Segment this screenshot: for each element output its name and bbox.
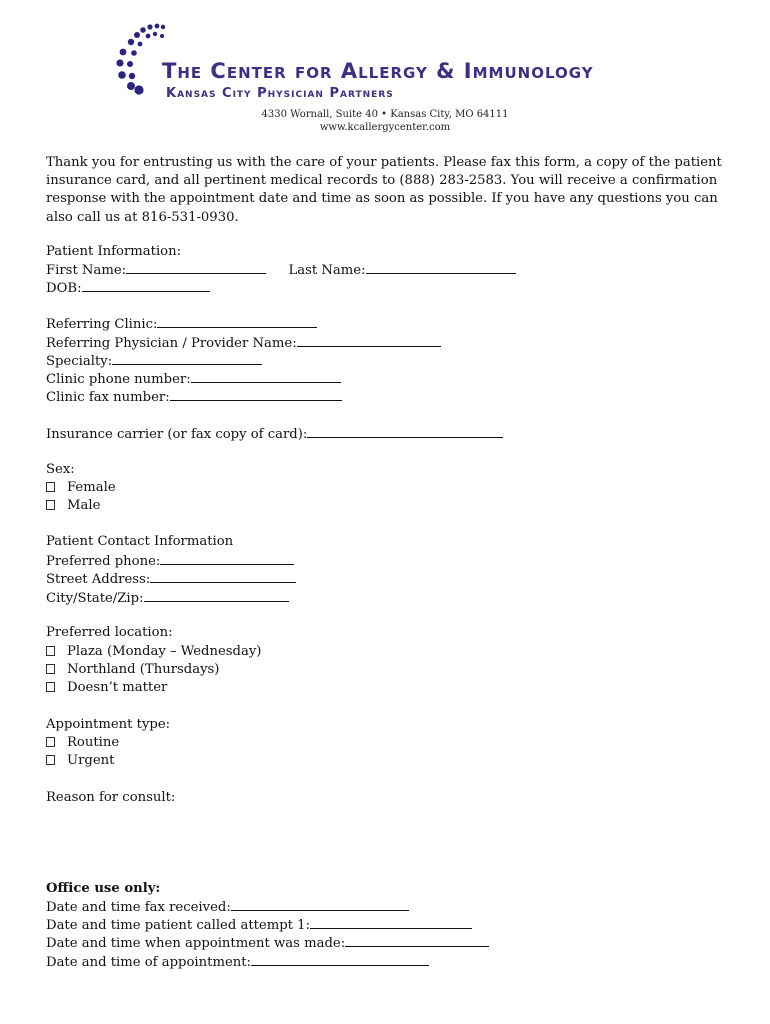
insurance-field[interactable] (307, 425, 503, 438)
preferred-phone-row (46, 552, 294, 571)
referring-physician-field[interactable] (297, 334, 441, 347)
dob-field[interactable] (82, 279, 210, 292)
referring-physician-label: Referring Physician / Provider Name: (46, 336, 297, 351)
referring-physician-row (46, 334, 441, 353)
appointment-made-label: Date and time when appointment was made: (46, 936, 346, 951)
plaza-label: Plaza (Monday – Wednesday) (67, 644, 262, 659)
fax-received-row (46, 898, 409, 917)
street-address-label: Street Address: (46, 572, 151, 587)
male-label: Male (67, 498, 101, 513)
male-checkbox[interactable] (46, 500, 55, 510)
city-state-zip-field[interactable] (144, 589, 289, 602)
female-label: Female (67, 480, 116, 495)
clinic-phone-field[interactable] (191, 370, 341, 383)
first-name-label: First Name: (46, 263, 127, 278)
patient-info-heading: Patient Information: (46, 244, 182, 259)
northland-checkbox[interactable] (46, 664, 55, 674)
city-state-zip-label: City/State/Zip: (46, 591, 144, 606)
preferred-phone-field[interactable] (160, 552, 294, 565)
contact-heading: Patient Contact Information (46, 534, 234, 549)
appointment-type-heading: Appointment type: (46, 717, 171, 732)
sex-option-male[interactable] (46, 497, 100, 515)
street-address-field[interactable] (150, 570, 296, 583)
dob-row (46, 279, 210, 298)
attempt-1-label: Date and time patient called attempt 1: (46, 918, 311, 933)
sex-option-female[interactable] (46, 479, 116, 497)
appointment-time-row (46, 953, 429, 972)
location-option-plaza[interactable] (46, 643, 261, 661)
clinic-fax-label: Clinic fax number: (46, 390, 170, 405)
northland-label: Northland (Thursdays) (67, 662, 220, 677)
appointment-option-routine[interactable] (46, 734, 119, 752)
insurance-label: Insurance carrier (or fax copy of card): (46, 427, 308, 442)
organization-logo (110, 22, 710, 102)
organization-subtitle: Kansas City Physician Partners (166, 86, 394, 101)
first-name-field[interactable] (126, 261, 266, 274)
fax-received-field[interactable] (231, 898, 409, 911)
insurance-row (46, 425, 503, 444)
appointment-time-field[interactable] (251, 953, 429, 966)
plaza-checkbox[interactable] (46, 646, 55, 656)
urgent-label: Urgent (67, 753, 115, 768)
urgent-checkbox[interactable] (46, 755, 55, 765)
last-name-field[interactable] (366, 261, 516, 274)
appointment-made-row (46, 934, 489, 953)
clinic-fax-row (46, 388, 342, 407)
routine-checkbox[interactable] (46, 737, 55, 747)
fax-received-label: Date and time fax received: (46, 900, 231, 915)
specialty-label: Specialty: (46, 354, 113, 369)
preferred-phone-label: Preferred phone: (46, 554, 161, 569)
location-heading: Preferred location: (46, 625, 173, 640)
intro-paragraph: Thank you for entrusting us with the care of your patients. Please fax this form, a copy of the patient insurance card, and all pertinent medical records to (888) 283-2583. You will receive a confirmation response with the appointment date and time as soon as possible. If you have any questions you can also call us at 816-531-0930. (46, 155, 722, 225)
last-name-label: Last Name: (288, 263, 366, 278)
appointment-option-urgent[interactable] (46, 752, 114, 770)
appointment-time-label: Date and time of appointment: (46, 955, 251, 970)
clinic-fax-field[interactable] (170, 388, 342, 401)
office-use-heading: Office use only: (46, 881, 161, 896)
reason-for-consult-label: Reason for consult: (46, 790, 176, 805)
location-option-any[interactable] (46, 679, 167, 697)
sex-heading: Sex: (46, 462, 75, 477)
referring-clinic-field[interactable] (157, 315, 317, 328)
appointment-made-field[interactable] (345, 934, 489, 947)
dots-logo-icon (110, 22, 170, 98)
street-address-row (46, 570, 296, 589)
specialty-row (46, 352, 262, 371)
routine-label: Routine (67, 735, 120, 750)
organization-name: The Center for Allergy & Immunology (162, 59, 594, 83)
referring-clinic-row (46, 315, 317, 334)
attempt-1-row (46, 916, 472, 935)
attempt-1-field[interactable] (310, 916, 472, 929)
website-line: www.kcallergycenter.com (319, 122, 451, 133)
doesnt-matter-checkbox[interactable] (46, 682, 55, 692)
doesnt-matter-label: Doesn’t matter (67, 680, 168, 695)
clinic-phone-row (46, 370, 341, 389)
specialty-field[interactable] (112, 352, 262, 365)
dob-label: DOB: (46, 281, 82, 296)
female-checkbox[interactable] (46, 482, 55, 492)
reason-for-consult-area[interactable] (46, 808, 726, 874)
referring-clinic-label: Referring Clinic: (46, 317, 158, 332)
clinic-phone-label: Clinic phone number: (46, 372, 191, 387)
city-state-zip-row (46, 589, 289, 608)
location-option-northland[interactable] (46, 661, 219, 679)
name-row (46, 261, 516, 280)
address-line: 4330 Wornall, Suite 40 • Kansas City, MO 64111 (261, 109, 509, 120)
